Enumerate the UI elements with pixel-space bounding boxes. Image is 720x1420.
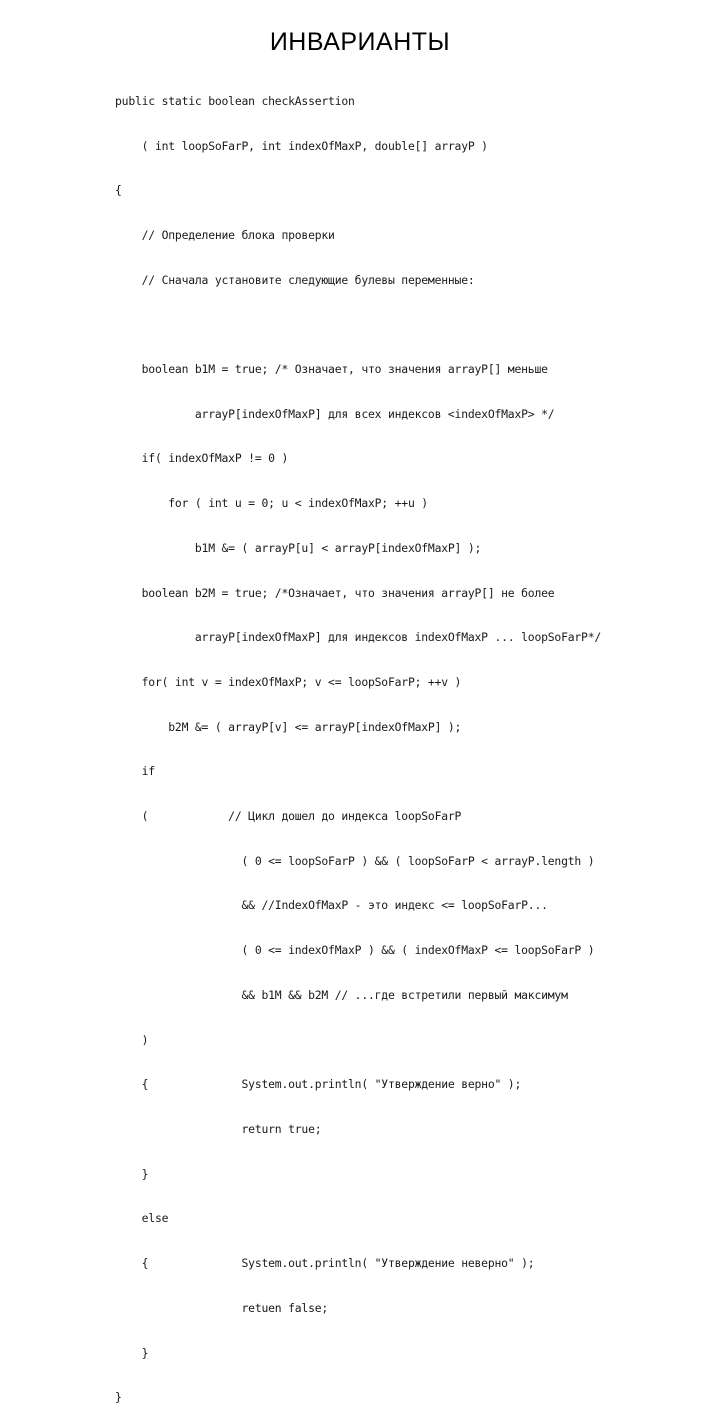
code-line: return true;	[115, 1121, 322, 1136]
slide-title: ИНВАРИАНТЫ	[269, 28, 451, 56]
code-line: if	[115, 764, 155, 779]
code-line: && //IndexOfMaxP - это индекс <= loopSoFarP...	[115, 898, 548, 913]
code-line: }	[115, 1345, 149, 1360]
code-line	[115, 317, 675, 332]
code-line: else	[115, 1211, 169, 1226]
code-line: // Определение блока проверки	[115, 227, 335, 242]
code-line: ( 0 <= indexOfMaxP ) && ( indexOfMaxP <= loopSoFarP )	[115, 943, 595, 958]
code-line: for ( int u = 0; u < indexOfMaxP; ++u )	[115, 496, 428, 511]
code-line: // Сначала установите следующие булевы переменные:	[115, 272, 475, 287]
code-line: ( // Цикл дошел до индекса loopSoFarP	[115, 809, 462, 824]
code-line: public static boolean checkAssertion	[115, 93, 355, 108]
code-line: arrayP[indexOfMaxP] для индексов indexOfMaxP ... loopSoFarP*/	[115, 630, 602, 645]
code-line: ( int loopSoFarP, int indexOfMaxP, double[] arrayP )	[115, 138, 488, 153]
code-line: ( 0 <= loopSoFarP ) && ( loopSoFarP < arrayP.length )	[115, 853, 595, 868]
code-line: boolean b2M = true; /*Означает, что значения arrayP[] не более	[115, 585, 555, 600]
code-line: if( indexOfMaxP != 0 )	[115, 451, 289, 466]
code-line: for( int v = indexOfMaxP; v <= loopSoFarP; ++v )	[115, 674, 462, 689]
code-line: )	[115, 1032, 149, 1047]
code-listing	[115, 64, 675, 1420]
code-line: boolean b1M = true; /* Означает, что значения arrayP[] меньше	[115, 362, 548, 377]
code-line: }	[115, 1390, 122, 1405]
code-line: && b1M && b2M // ...где встретили первый максимум	[115, 987, 568, 1002]
code-line: { System.out.println( "Утверждение неверно" );	[115, 1256, 535, 1271]
code-line: retuen false;	[115, 1300, 329, 1315]
code-line: arrayP[indexOfMaxP] для всех индексов <indexOfMaxP> */	[115, 406, 555, 421]
code-line: b1M &= ( arrayP[u] < arrayP[indexOfMaxP] );	[115, 540, 482, 555]
code-line: {	[115, 183, 122, 198]
code-line: { System.out.println( "Утверждение верно" );	[115, 1077, 522, 1092]
code-line: b2M &= ( arrayP[v] <= arrayP[indexOfMaxP] );	[115, 719, 462, 734]
code-line: }	[115, 1166, 149, 1181]
